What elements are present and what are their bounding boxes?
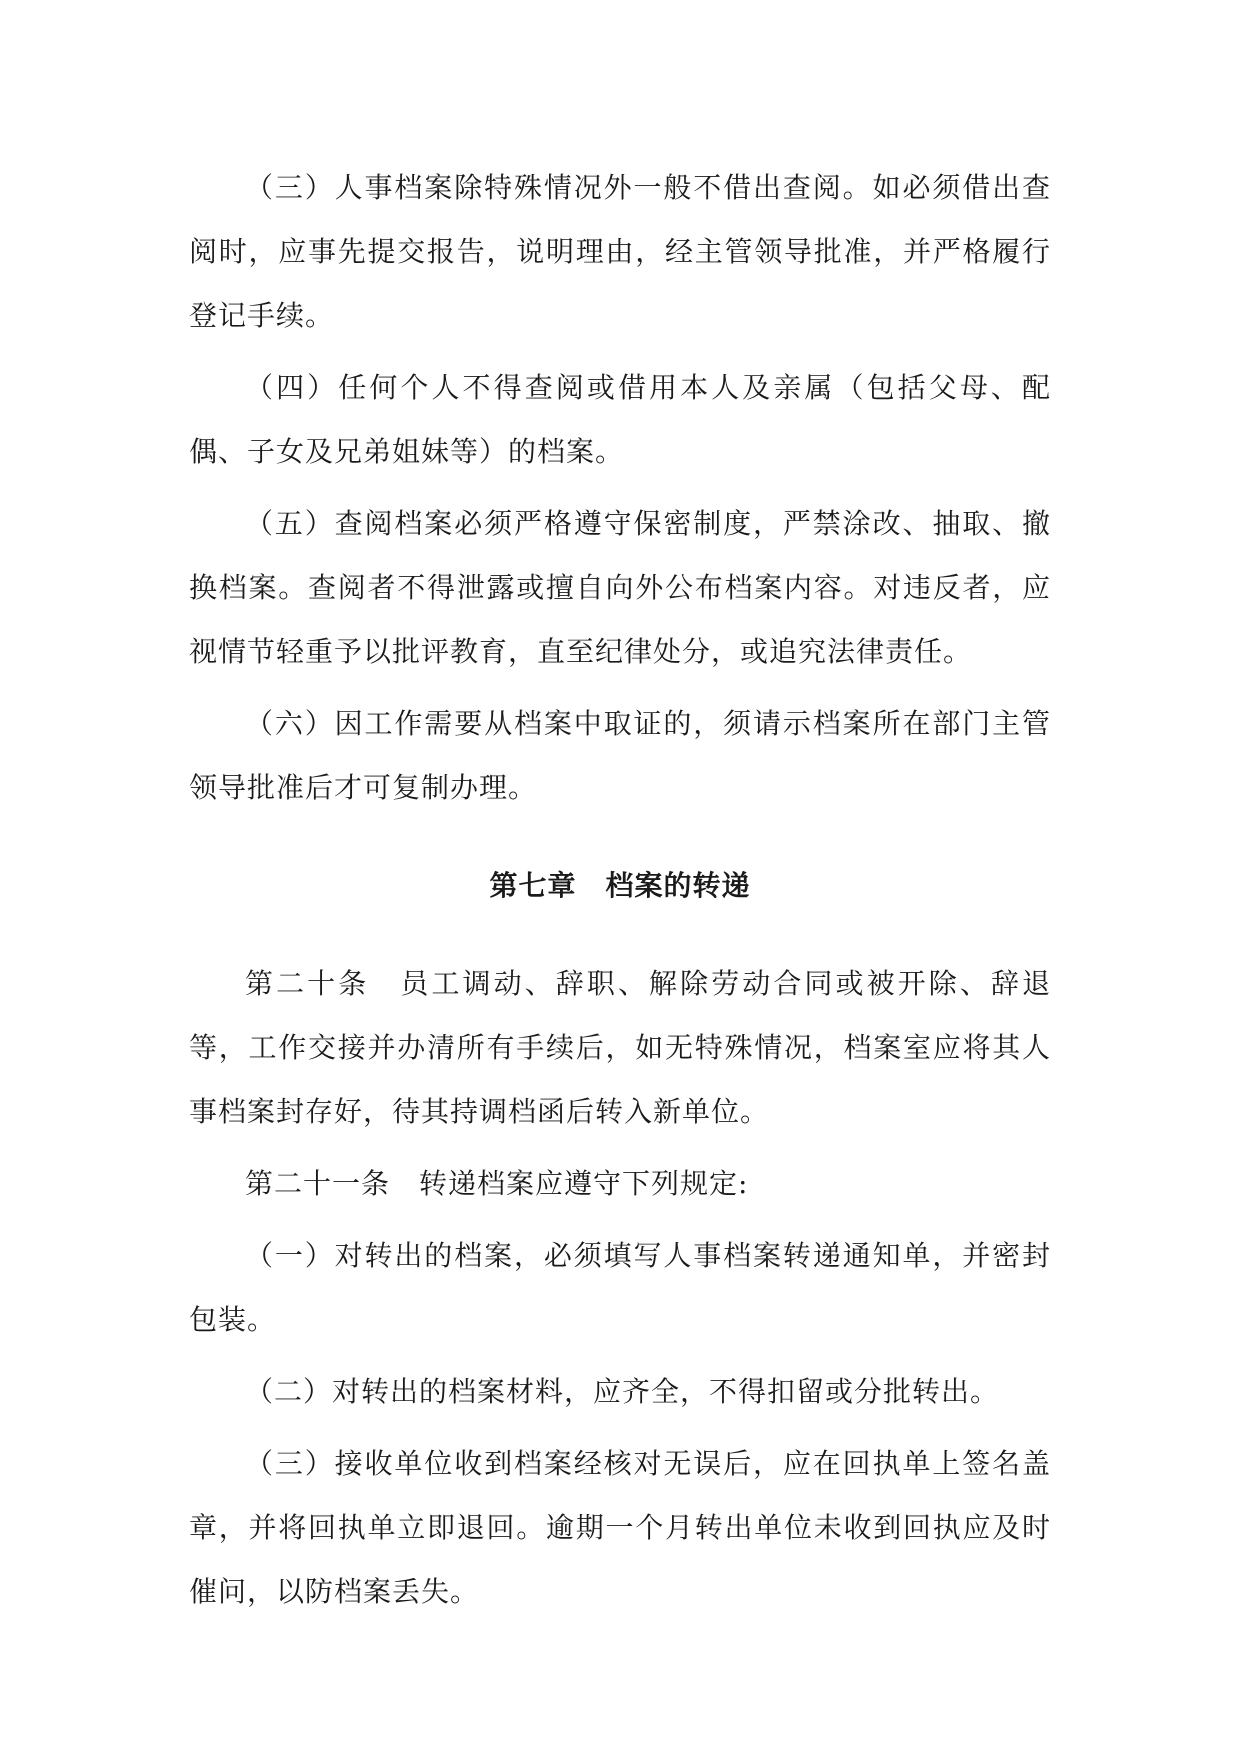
article-21-item-2: （二）对转出的档案材料，应齐全，不得扣留或分批转出。 [245, 1375, 1000, 1408]
document-page [189, 156, 1051, 1632]
paragraph-item-4: （四）任何个人不得查阅或借用本人及亲属（包括父母、配偶、子女及兄弟姐妹等）的档案。 [189, 371, 1051, 468]
article-21: 第二十一条 转递档案应遵守下列规定: [245, 1167, 749, 1200]
article-21-item-1: （一）对转出的档案，必须填写人事档案转递通知单，并密封包装。 [189, 1239, 1051, 1336]
article-20: 第二十条 员工调动、辞职、解除劳动合同或被开除、辞退等，工作交接并办清所有手续后，如无特殊情况，档案室应将其人事档案封存好，待其持调档函后转入新单位。 [189, 967, 1051, 1128]
article-21-item-3: （三）接收单位收到档案经核对无误后，应在回执单上签名盖章，并将回执单立即退回。逾期一个月转出单位未收到回执应及时催问，以防档案丢失。 [189, 1447, 1051, 1608]
paragraph-item-5: （五）查阅档案必须严格遵守保密制度，严禁涂改、抽取、撤换档案。查阅者不得泄露或擅自向外公布档案内容。对违反者，应视情节轻重予以批评教育，直至纪律处分，或追究法律责任。 [189, 507, 1051, 668]
paragraph-item-6: （六）因工作需要从档案中取证的，须请示档案所在部门主管领导批准后才可复制办理。 [189, 707, 1051, 804]
chapter-heading: 第七章 档案的转递 [489, 869, 751, 902]
paragraph-item-3: （三）人事档案除特殊情况外一般不借出查阅。如必须借出查阅时，应事先提交报告，说明理由，经主管领导批准，并严格履行登记手续。 [189, 171, 1051, 332]
